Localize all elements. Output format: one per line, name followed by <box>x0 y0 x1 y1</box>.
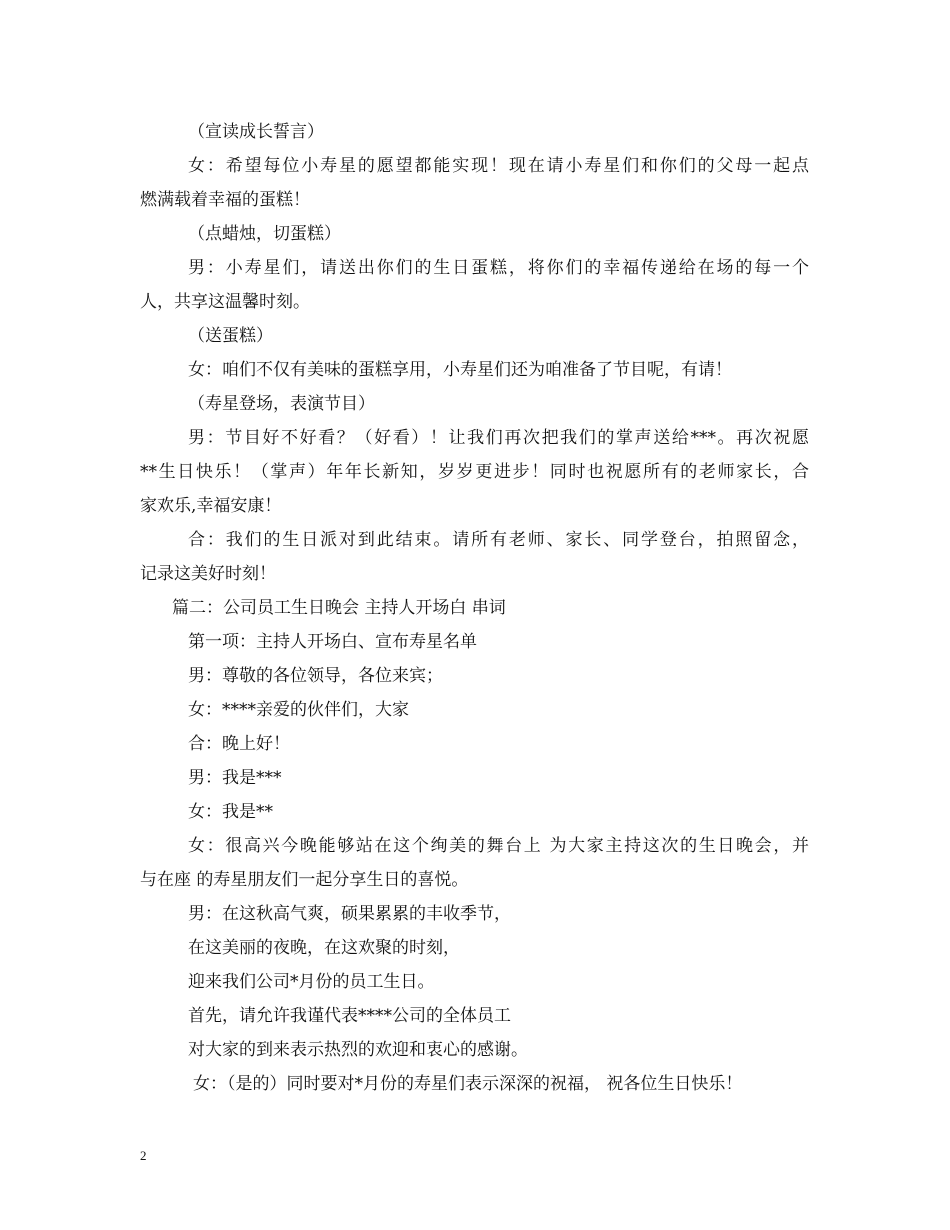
section-heading: 篇二：公司员工生日晚会 主持人开场白 串词 <box>172 598 506 618</box>
stage-direction: （宣读成长誓言） <box>188 122 324 142</box>
agenda-item: 第一项：主持人开场白、宣布寿星名单 <box>188 632 477 652</box>
dialogue-line: 家欢乐,幸福安康！ <box>140 496 282 516</box>
stage-direction: （送蛋糕） <box>188 326 273 346</box>
dialogue-line: 男：尊敬的各位领导，各位来宾； <box>188 666 443 686</box>
dialogue-line: 男：小寿星们，请送出你们的生日蛋糕，将你们的幸福传递给在场的每一个 <box>188 258 809 278</box>
dialogue-line: 对大家的到来表示热烈的欢迎和衷心的感谢。 <box>188 1040 528 1060</box>
dialogue-line: 合：晚上好！ <box>188 734 290 754</box>
dialogue-line: 女：希望每位小寿星的愿望都能实现！现在请小寿星们和你们的父母一起点 <box>188 156 809 176</box>
dialogue-line: 男：我是*** <box>188 768 282 788</box>
stage-direction: （寿星登场，表演节目） <box>188 394 375 414</box>
dialogue-line: 女：****亲爱的伙伴们，大家 <box>188 700 409 720</box>
dialogue-line: 女：很高兴今晚能够站在这个绚美的舞台上 为大家主持这次的生日晚会，并 <box>188 836 809 856</box>
dialogue-line: 人，共享这温馨时刻。 <box>140 292 310 312</box>
page-number: 2 <box>140 1148 147 1163</box>
dialogue-line: 燃满载着幸福的蛋糕！ <box>140 190 310 210</box>
dialogue-line: **生日快乐！（掌声）年年长新知，岁岁更进步！同时也祝愿所有的老师家长，合 <box>140 462 809 482</box>
dialogue-line: 记录这美好时刻！ <box>140 564 276 584</box>
dialogue-line: 与在座 的寿星朋友们一起分享生日的喜悦。 <box>140 870 469 890</box>
dialogue-line: 迎来我们公司*月份的员工生日。 <box>188 972 435 992</box>
dialogue-line: 女：咱们不仅有美味的蛋糕享用，小寿星们还为咱准备了节目呢，有请！ <box>188 360 732 380</box>
dialogue-line: 女：我是** <box>188 802 273 822</box>
dialogue-line: 合：我们的生日派对到此结束。请所有老师、家长、同学登台，拍照留念， <box>188 530 809 550</box>
dialogue-line: 在这美丽的夜晚，在这欢聚的时刻， <box>188 938 460 958</box>
stage-direction: （点蜡烛，切蛋糕） <box>188 224 341 244</box>
dialogue-line: 女：（是的）同时要对*月份的寿星们表示深深的祝福， 祝各位生日快乐！ <box>193 1074 743 1094</box>
dialogue-line: 首先，请允许我谨代表****公司的全体员工 <box>188 1006 511 1026</box>
dialogue-line: 男：节目好不好看？（好看）！让我们再次把我们的掌声送给***。再次祝愿 <box>188 428 809 448</box>
dialogue-line: 男：在这秋高气爽，硕果累累的丰收季节， <box>188 904 511 924</box>
